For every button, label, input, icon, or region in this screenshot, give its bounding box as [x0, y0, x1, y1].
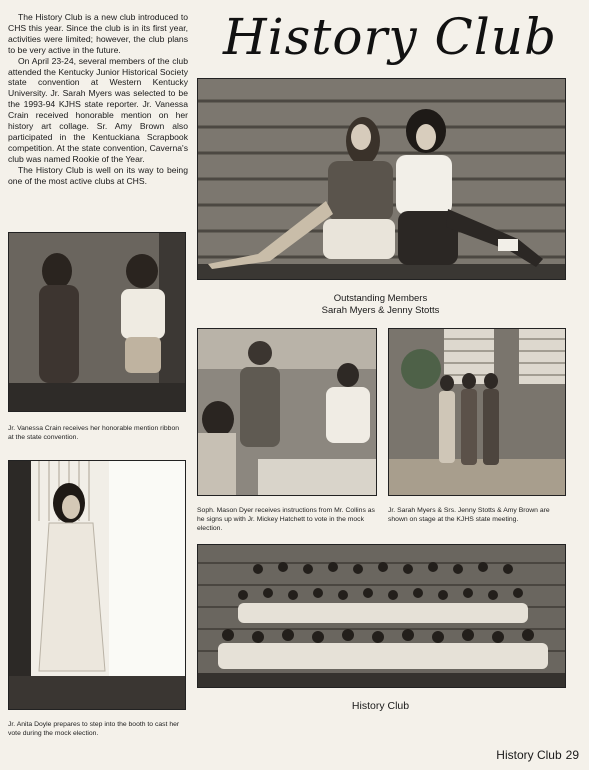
kjhs-stage-photo [388, 328, 566, 496]
footer-label: History Club [496, 748, 562, 762]
stage-illustration [9, 233, 185, 411]
page-title: History Club [223, 8, 557, 66]
vanessa-caption: Jr. Vanessa Crain receives her honorable mention ribbon at the state convention. [8, 425, 180, 441]
outstanding-caption-line1: Outstanding Members [333, 293, 428, 304]
mason-caption: Soph. Mason Dyer receives instructions from Mr. Collins as he signs up with Jr. Mickey Hatchett to vote in the mock election. [197, 507, 375, 532]
outstanding-members-caption [197, 293, 564, 317]
intro-paragraph-2: On April 23-24, several members of the club attended the Kentucky Junior Historical Society state convention at Western Kentucky University. Jr. Sarah Myers was selected to be the 1993-94 KJHS state reporter. Jr. Vanessa Crain received honorable mention on her history art collage. Sr. Amy Brown also participated in the Kentuckiana Scrapbook competition. At the state convention, Caverna's club was named Rookie of the Year. [8, 55, 188, 164]
stage-caption: Jr. Sarah Myers & Srs. Jenny Stotts & Amy Brown are shown on stage at the KJHS state meeting. [388, 507, 550, 523]
page-footer [496, 748, 579, 762]
group-illustration [198, 545, 565, 687]
anita-caption: Jr. Anita Doyle prepares to step into the booth to cast her vote during the mock election. [8, 721, 180, 737]
intro-paragraph-1: The History Club is a new club introduced to CHS this year. Since the club is in its first year, activities were limited; however, the club plans to be very active in the future. [8, 12, 188, 55]
bleachers-illustration [198, 79, 565, 279]
outstanding-caption-line2: Sarah Myers & Jenny Stotts [321, 305, 440, 316]
signup-illustration [198, 329, 376, 495]
intro-paragraph-3: The History Club is well on its way to being one of the most active clubs at CHS. [8, 164, 188, 186]
voting-booth-illustration [9, 461, 185, 709]
intro-text [8, 12, 188, 187]
group-photo [197, 544, 566, 688]
vanessa-crain-photo [8, 232, 186, 412]
outstanding-members-photo [197, 78, 566, 280]
kjhs-stage-illustration [389, 329, 565, 495]
page-number: 29 [565, 748, 579, 762]
anita-doyle-photo [8, 460, 186, 710]
mason-dyer-photo [197, 328, 377, 496]
group-caption: History Club [351, 700, 410, 712]
